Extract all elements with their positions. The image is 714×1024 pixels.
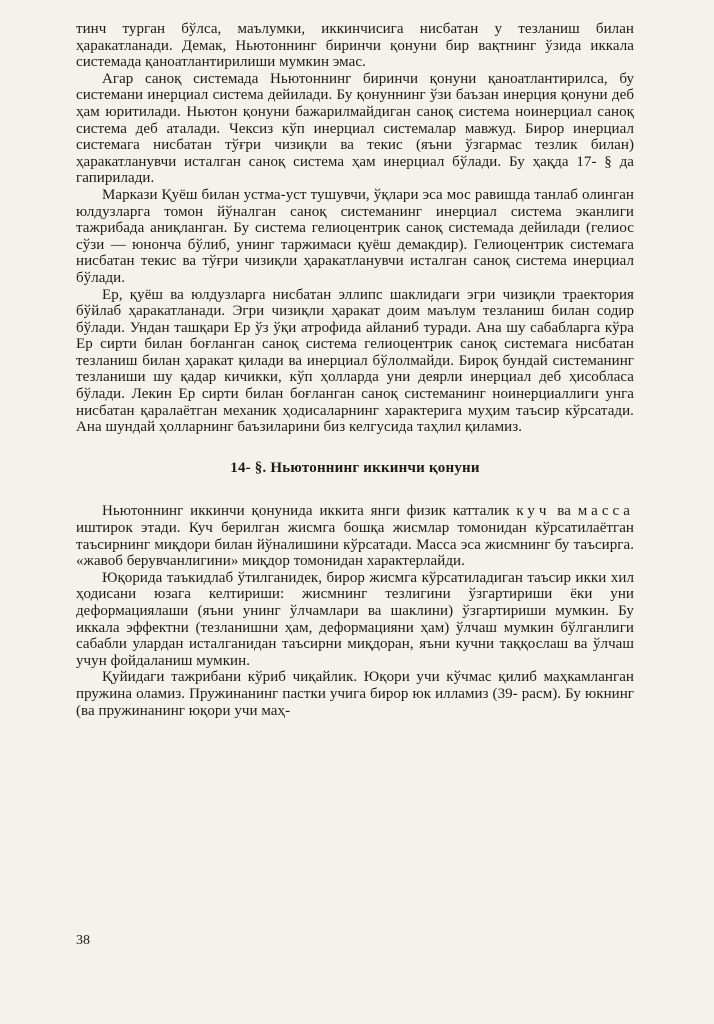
paragraph: тинч турган бўлса, маълумки, иккинчисига нисбатан у тезланиш билан ҳаракатланади. Демак, Ньютоннинг биринчи қонуни бир вақтнинг ўзида иккала системада қаноатлантирилиши мумкин эмас. [76,21,634,71]
term-mass: масса [577,503,634,520]
conjunction: ва [550,503,578,520]
paragraph: Маркази Қуёш билан устма-уст тушувчи, ўқлари эса мос равишда танлаб олинган юлдузларга томон йўналган саноқ системанинг инерциал система эканлиги тажрибада аниқланган. Бу система гелиоцентрик саноқ системада дейилади (гелиос сўзи — юнонча бўлиб, унинг таржимаси қуёш демакдир). Гелиоцентрик системага нисбатан текис ва тўғри чизиқли ҳаракатланувчи исталган саноқ система инерциал бўлади. [76,186,634,286]
term-force: куч [516,503,551,520]
paragraph: Юқорида таъкидлаб ўтилганидек, бирор жисмга кўрсатиладиган таъсир икки хил ҳодисани юзага келтириши: жисмнинг тезлигини ўзгартириши ёки уни деформациялаши (яъни унинг ўлчамлари ва шаклини) ўзгартириши мумкин. Бу иккала эффектни (тезланишни ҳам, деформацияни ҳам) ўлчаш мумкин бўлганлиги сабабли улардан исталганидан таъсирни миқдоран, яъни кучни таққослаш ва ўлчаш учун фойдаланиш мумкин. [76,569,634,669]
paragraph [76,503,634,569]
paragraph: Агар саноқ системада Ньютоннинг биринчи қонуни қаноатлантирилса, бу системани инерциал система дейилади. Бу қонуннинг ўзи баъзан инерция қонуни деб ҳам юритилади. Ньютон қонуни бажарилмайдиган саноқ система ноинерциал саноқ система деб аталади. Чексиз кўп инерциал системалар мавжуд. Бирор инерциал системага нисбатан тўғри чизиқли ва текис (яъни ўзгармас тезлик билан) ҳаракатланувчи исталган саноқ система ҳам инерциал бўлади. Бу ҳақда 17- § да гапирилади. [76,70,634,187]
paragraph-text: иштирок этади. Куч берилган жисмга бошқа жисмлар томонидан кўрсатилаётган таъсирнинг миқдори билан йўналишини кўрсатади. Масса эса жисмнинг бу таъсирга. «жавоб берувчанлигини» миқдор томонидан характерлайди. [76,520,634,570]
page-text [76,21,634,719]
paragraph: Ер, қуёш ва юлдузларга нисбатан эллипс шаклидаги эгри чизиқли траектория бўйлаб ҳаракатланади. Эгри чизиқли ҳаракат доим маълум тезланиш билан содир бўлади. Ундан ташқари Ер ўз ўқи атрофида айланиб туради. Ана шу сабабларга кўра Ер сирти билан боғланган саноқ система гелиоцентрик саноқ системага нисбатан тезланиш билан ҳаракат қилади ва инерциал бўлолмайди. Бироқ бундай системанинг тезланиши шу қадар кичикки, кўп ҳолларда уни деярли инерциал деб ҳисобласа бўлади. Лекин Ер сирти билан боғланган саноқ системанинг ноинерциаллиги унга нисбатан қаралаётган механик ҳодисаларнинг характерига муҳим таъсир кўрсатади. Ана шундай ҳолларнинг баъзиларини биз келгусида таҳлил қиламиз. [76,286,634,436]
page-number: 38 [76,933,90,948]
section-heading: 14- §. Ньютоннинг иккинчи қонуни [230,459,480,476]
paragraph-text: Ньютоннинг иккинчи қонунида иккита янги физик катталик [102,503,517,520]
paragraph: Қуйидаги тажрибани кўриб чиқайлик. Юқори учи кўчмас қилиб маҳкамланган пружина оламиз. Пружинанинг пастки учига бирор юк илламиз (39- расм). Бу юкнинг (ва пружинанинг юқори учи маҳ- [76,669,634,719]
